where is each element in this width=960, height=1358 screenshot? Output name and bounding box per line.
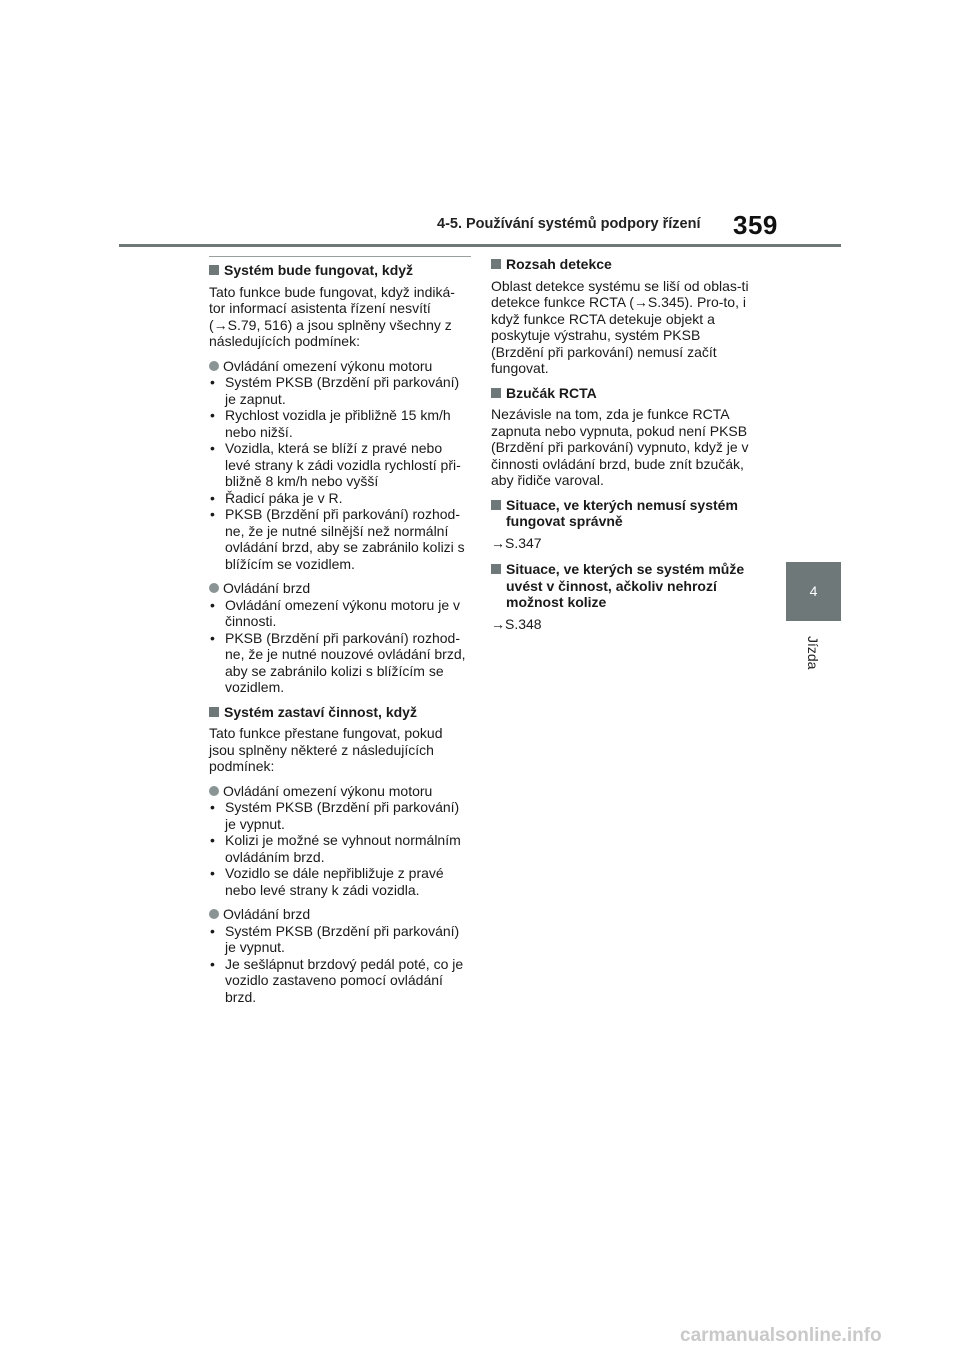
bullet-icon: • bbox=[210, 865, 215, 881]
condition-group bbox=[209, 906, 471, 1005]
bullet-icon: • bbox=[210, 374, 215, 390]
list-item-text: Kolizi je možné se vyhnout normálním ovládáním brzd. bbox=[225, 832, 461, 865]
square-marker-icon bbox=[491, 259, 501, 269]
chapter-tab[interactable]: 4 bbox=[786, 562, 841, 621]
right-column bbox=[491, 256, 757, 642]
left-column bbox=[209, 256, 471, 1013]
section-intro: Tato funkce přestane fungovat, pokud jsou splněny některé z následujících podmínek: bbox=[209, 725, 443, 774]
condition-group bbox=[209, 783, 471, 899]
circle-bullet-icon bbox=[209, 909, 219, 919]
list-item bbox=[209, 799, 471, 832]
list-item bbox=[209, 440, 471, 490]
square-marker-icon bbox=[491, 388, 501, 398]
bullet-icon: • bbox=[210, 629, 215, 646]
subsection-title-text: Ovládání brzd bbox=[223, 906, 311, 922]
heading-text: Systém zastaví činnost, když bbox=[224, 703, 417, 720]
square-marker-icon bbox=[209, 707, 219, 717]
subsection-title bbox=[209, 358, 471, 375]
list-item-text: Řadicí páka je v R. bbox=[225, 489, 343, 506]
bullet-icon: • bbox=[210, 489, 215, 506]
square-marker-icon bbox=[209, 265, 219, 275]
bullet-icon: • bbox=[210, 922, 215, 939]
subsection-title-text: Ovládání omezení výkonu motoru bbox=[223, 357, 433, 374]
subsection-title-text: Ovládání omezení výkonu motoru bbox=[223, 782, 433, 799]
circle-bullet-icon bbox=[209, 786, 219, 796]
subsection-title bbox=[209, 783, 471, 800]
page-reference-link[interactable]: →S.348 bbox=[491, 615, 542, 632]
subsection-title bbox=[209, 906, 471, 923]
list-item bbox=[209, 923, 471, 956]
condition-group bbox=[209, 358, 471, 573]
bullet-icon: • bbox=[210, 596, 215, 613]
section-heading bbox=[209, 704, 471, 721]
bullet-icon: • bbox=[210, 407, 215, 423]
list-item bbox=[209, 865, 471, 898]
section-heading bbox=[491, 256, 757, 273]
list-item bbox=[209, 956, 471, 1006]
list-item-text: Ovládání omezení výkonu motoru je v činnosti. bbox=[225, 596, 461, 629]
subsection-title bbox=[209, 580, 471, 597]
header-rule bbox=[119, 244, 841, 247]
heading-text: Rozsah detekce bbox=[506, 256, 612, 272]
chapter-label: Jízda bbox=[805, 636, 821, 670]
bullet-icon: • bbox=[210, 440, 215, 456]
section-heading bbox=[491, 497, 757, 530]
bullet-icon: • bbox=[210, 832, 215, 848]
section-heading bbox=[209, 256, 471, 279]
list-item bbox=[209, 832, 471, 865]
list-item bbox=[209, 490, 471, 507]
heading-text: Systém bude fungovat, když bbox=[224, 262, 414, 278]
list-item bbox=[209, 407, 471, 440]
square-marker-icon bbox=[491, 564, 501, 574]
heading-text: Situace, ve kterých nemusí systém fungovat správně bbox=[506, 496, 738, 529]
bullet-icon: • bbox=[210, 506, 215, 522]
bullet-icon: • bbox=[210, 799, 215, 815]
section-text: Nezávisle na tom, zda je funkce RCTA zapnuta nebo vypnuta, pokud není PKSB (Brzdění při parkování) vypnuto, když je v činnosti ovládání brzd, bude znít bzučák, aby řidiče varoval. bbox=[491, 406, 749, 488]
circle-bullet-icon bbox=[209, 583, 219, 593]
section-title: 4-5. Používání systémů podpory řízení bbox=[437, 216, 701, 232]
list-item bbox=[209, 630, 471, 696]
section-intro: Tato funkce bude fungovat, když indiká-tor informací asistenta řízení nesvítí (→S.79, 516) a jsou splněny všechny z následujících podmínek: bbox=[209, 283, 455, 349]
watermark: carmanualsonline.info bbox=[680, 1325, 882, 1346]
list-item bbox=[209, 597, 471, 630]
list-item-text: Je sešlápnut brzdový pedál poté, co je vozidlo zastaveno pomocí ovládání brzd. bbox=[225, 955, 464, 1005]
heading-text: Situace, ve kterých se systém může uvést v činnost, ačkoliv nehrozí možnost kolize bbox=[506, 561, 745, 610]
list-item-text: PKSB (Brzdění při parkování) rozhod-ne, že je nutné silnější než normální ovládání brzd, aby se zabránilo kolizi s blížícím se vozidlem. bbox=[225, 506, 465, 572]
condition-group bbox=[209, 580, 471, 696]
list-item bbox=[209, 374, 471, 407]
list-item-text: Rychlost vozidla je přibližně 15 km/h nebo nižší. bbox=[225, 407, 451, 440]
circle-bullet-icon bbox=[209, 361, 219, 371]
section-heading bbox=[491, 561, 757, 611]
page-number: 359 bbox=[733, 210, 778, 240]
bullet-icon: • bbox=[210, 955, 215, 972]
subsection-title-text: Ovládání brzd bbox=[223, 580, 311, 596]
square-marker-icon bbox=[491, 500, 501, 510]
list-item-text: Vozidlo se dále nepřibližuje z pravé nebo levé strany k zádi vozidla. bbox=[225, 865, 444, 898]
section-heading bbox=[491, 385, 757, 402]
heading-text: Bzučák RCTA bbox=[506, 384, 597, 401]
list-item-text: Systém PKSB (Brzdění při parkování) je vypnut. bbox=[225, 799, 460, 832]
list-item-text: Systém PKSB (Brzdění při parkování) je vypnut. bbox=[225, 922, 460, 955]
section-text: Oblast detekce systému se liší od oblas-ti detekce funkce RCTA (→S.345). Pro-to, i když funkce RCTA detekuje objekt a poskytuje výstrahu, systém PKSB (Brzdění při parkování) nemusí začít fungovat. bbox=[491, 277, 749, 376]
page-reference-link[interactable]: →S.347 bbox=[491, 534, 542, 551]
list-item-text: PKSB (Brzdění při parkování) rozhod-ne, že je nutné nouzové ovládání brzd, aby se zabránilo kolizi s blížícím se vozidlem. bbox=[225, 629, 466, 695]
list-item-text: Systém PKSB (Brzdění při parkování) je zapnut. bbox=[225, 374, 460, 407]
list-item-text: Vozidla, která se blíží z pravé nebo levé strany k zádi vozidla rychlostí při-bližně 8 km/h nebo vyšší bbox=[225, 440, 461, 489]
list-item bbox=[209, 506, 471, 572]
